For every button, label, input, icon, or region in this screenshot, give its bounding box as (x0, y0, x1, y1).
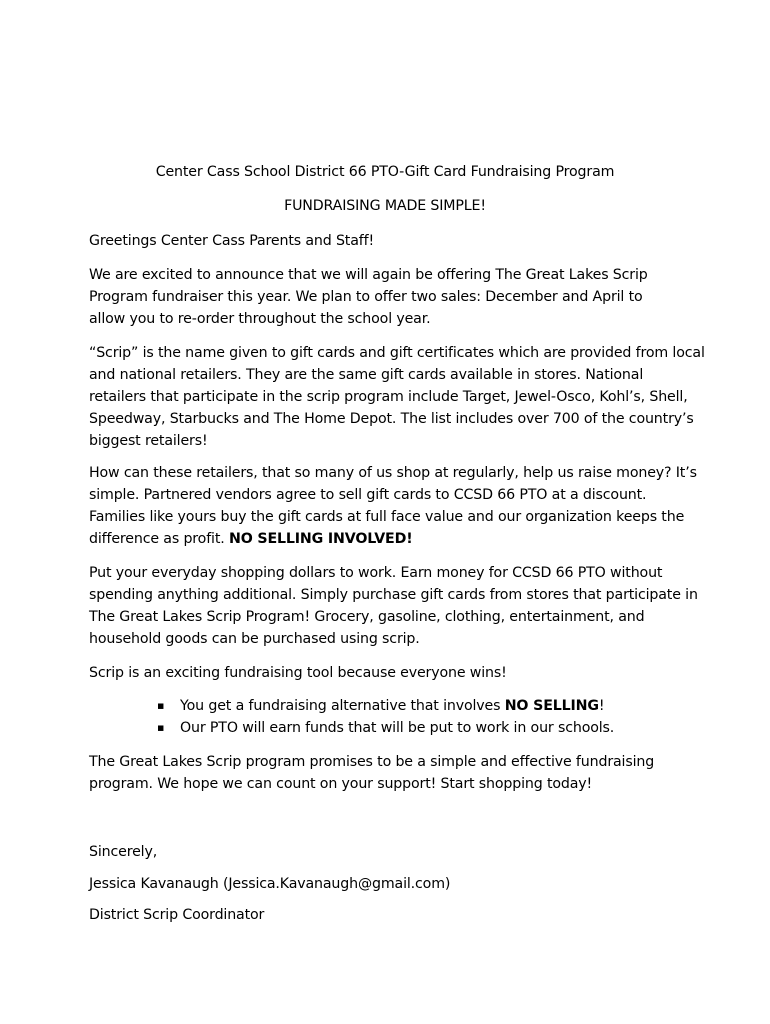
bullet-square-icon: ▪ (157, 721, 165, 734)
closing: Sincerely, (89, 844, 158, 860)
paragraph-6-line: program. We hope we can count on your support! Start shopping today! (89, 776, 593, 792)
paragraph-2-line: and national retailers. They are the same gift cards available in stores. National (89, 367, 644, 383)
bullet-text: You get a fundraising alternative that involves (180, 698, 505, 714)
letter-subtitle: FUNDRAISING MADE SIMPLE! (284, 198, 486, 214)
bullet-text-end: ! (598, 698, 605, 714)
no-selling-involved-emphasis: NO SELLING INVOLVED! (228, 531, 413, 547)
paragraph-5: Scrip is an exciting fundraising tool because everyone wins! (89, 665, 507, 681)
bullet-item: Our PTO will earn funds that will be put to work in our schools. (180, 720, 615, 736)
paragraph-3-text: difference as profit. (89, 531, 229, 547)
paragraph-3-line: Families like yours buy the gift cards at full face value and our organization keeps the (89, 509, 685, 525)
paragraph-2-line: “Scrip” is the name given to gift cards and gift certificates which are provided from local (89, 345, 705, 361)
paragraph-3-line: How can these retailers, that so many of us shop at regularly, help us raise money? It’s (89, 465, 697, 481)
paragraph-1-line: Program fundraiser this year. We plan to offer two sales: December and April to (89, 289, 643, 305)
paragraph-2-line: biggest retailers! (89, 433, 208, 449)
paragraph-4-line: spending anything additional. Simply purchase gift cards from stores that participate in (89, 587, 698, 603)
bullet-item (180, 695, 604, 717)
paragraph-1-line: We are excited to announce that we will again be offering The Great Lakes Scrip (89, 267, 648, 283)
paragraph-6-line: The Great Lakes Scrip program promises to be a simple and effective fundraising (89, 754, 655, 770)
letter-title: Center Cass School District 66 PTO-Gift Card Fundraising Program (155, 164, 615, 180)
bullet-square-icon: ▪ (157, 699, 165, 712)
greeting: Greetings Center Cass Parents and Staff! (89, 233, 374, 249)
paragraph-4-line: household goods can be purchased using scrip. (89, 631, 420, 647)
paragraph-1-line: allow you to re-order throughout the school year. (89, 311, 431, 327)
signature-role: District Scrip Coordinator (89, 907, 265, 923)
paragraph-2-line: retailers that participate in the scrip program include Target, Jewel-Osco, Kohl’s, Shell, (89, 389, 688, 405)
no-selling-emphasis: NO SELLING (504, 698, 599, 714)
paragraph-4-line: The Great Lakes Scrip Program! Grocery, gasoline, clothing, entertainment, and (89, 609, 645, 625)
paragraph-2-line: Speedway, Starbucks and The Home Depot. The list includes over 700 of the country’s (89, 411, 694, 427)
paragraph-4-line: Put your everyday shopping dollars to work. Earn money for CCSD 66 PTO without (89, 565, 663, 581)
signature: Jessica Kavanaugh (Jessica.Kavanaugh@gmail.com) (89, 876, 451, 892)
paragraph-3-line: simple. Partnered vendors agree to sell gift cards to CCSD 66 PTO at a discount. (89, 487, 647, 503)
paragraph-3-line (89, 528, 413, 550)
